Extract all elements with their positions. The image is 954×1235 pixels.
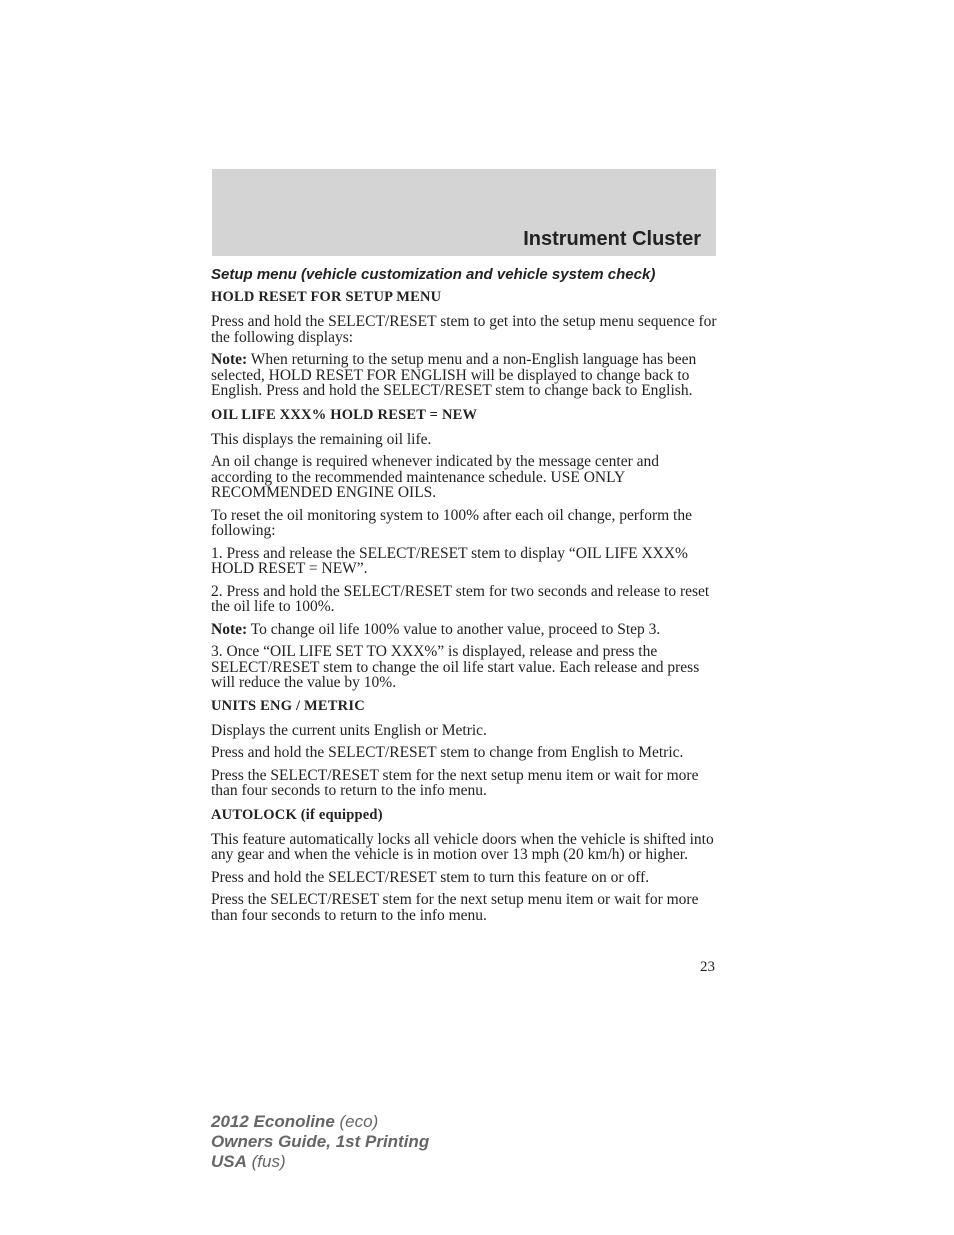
heading-hold-reset: HOLD RESET FOR SETUP MENU xyxy=(211,289,442,305)
note-label: Note: xyxy=(211,351,248,368)
paragraph: To reset the oil monitoring system to 100% after each oil change, perform the following: xyxy=(211,506,692,539)
page-content xyxy=(211,266,717,930)
paragraph: Press the SELECT/RESET stem for the next setup menu item or wait for more than four seconds to return to the info menu. xyxy=(211,891,699,924)
paragraph: Press and hold the SELECT/RESET stem to change from English to Metric. xyxy=(211,744,684,761)
heading-units: UNITS ENG / METRIC xyxy=(211,697,365,714)
footer-printing: Owners Guide, 1st Printing xyxy=(211,1132,430,1151)
paragraph: An oil change is required whenever indicated by the message center and according to the recommended maintenance schedule. USE ONLY RECOMMENDED ENGINE OILS. xyxy=(211,453,660,501)
heading-autolock: AUTOLOCK (if equipped) xyxy=(211,806,383,823)
footer-line-2 xyxy=(211,1132,429,1152)
step-2: 2. Press and hold the SELECT/RESET stem for two seconds and release to reset the oil life to 100%. xyxy=(211,582,710,615)
note-label: Note: xyxy=(211,620,248,638)
note-text: To change oil life 100% value to another value, proceed to Step 3. xyxy=(247,620,661,638)
paragraph: This displays the remaining oil life. xyxy=(211,430,432,448)
footer-model-code: (eco) xyxy=(334,1112,379,1131)
note-text: When returning to the setup menu and a non-English language has been selected, HOLD RESET FOR ENGLISH will be displayed to change back to English. Press and hold the SELECT/RESET stem to change back to English. xyxy=(211,351,697,399)
note-paragraph xyxy=(211,622,717,638)
paragraph: This feature automatically locks all vehicle doors when the vehicle is shifted into any gear and when the vehicle is in motion over 13 mph (20 km/h) or higher. xyxy=(211,830,714,863)
paragraph: Press the SELECT/RESET stem for the next setup menu item or wait for more than four seconds to return to the info menu. xyxy=(211,766,699,799)
footer-region: USA xyxy=(211,1152,247,1171)
header-band xyxy=(212,169,716,256)
footer-line-1 xyxy=(211,1112,429,1132)
step-1: 1. Press and release the SELECT/RESET stem to display “OIL LIFE XXX% HOLD RESET = NEW”. xyxy=(211,544,688,577)
note-paragraph xyxy=(211,352,717,399)
footer-line-3 xyxy=(211,1152,429,1172)
footer-model: 2012 Econoline xyxy=(211,1112,335,1131)
step-3: 3. Once “OIL LIFE SET TO XXX%” is displayed, release and press the SELECT/RESET stem to change the oil life start value. Each release and press will reduce the value by 10%. xyxy=(211,643,700,691)
paragraph: Press and hold the SELECT/RESET stem to turn this feature on or off. xyxy=(211,868,650,886)
subheading: Setup menu (vehicle customization and vehicle system check) xyxy=(211,266,656,283)
paragraph: Displays the current units English or Metric. xyxy=(211,721,487,739)
paragraph: Press and hold the SELECT/RESET stem to get into the setup menu sequence for the following displays: xyxy=(211,313,717,346)
page-number: 23 xyxy=(700,959,715,975)
footer xyxy=(211,1112,429,1172)
footer-region-code: (fus) xyxy=(246,1152,286,1171)
heading-oil-life: OIL LIFE XXX% HOLD RESET = NEW xyxy=(211,406,478,423)
section-title: Instrument Cluster xyxy=(523,228,701,250)
